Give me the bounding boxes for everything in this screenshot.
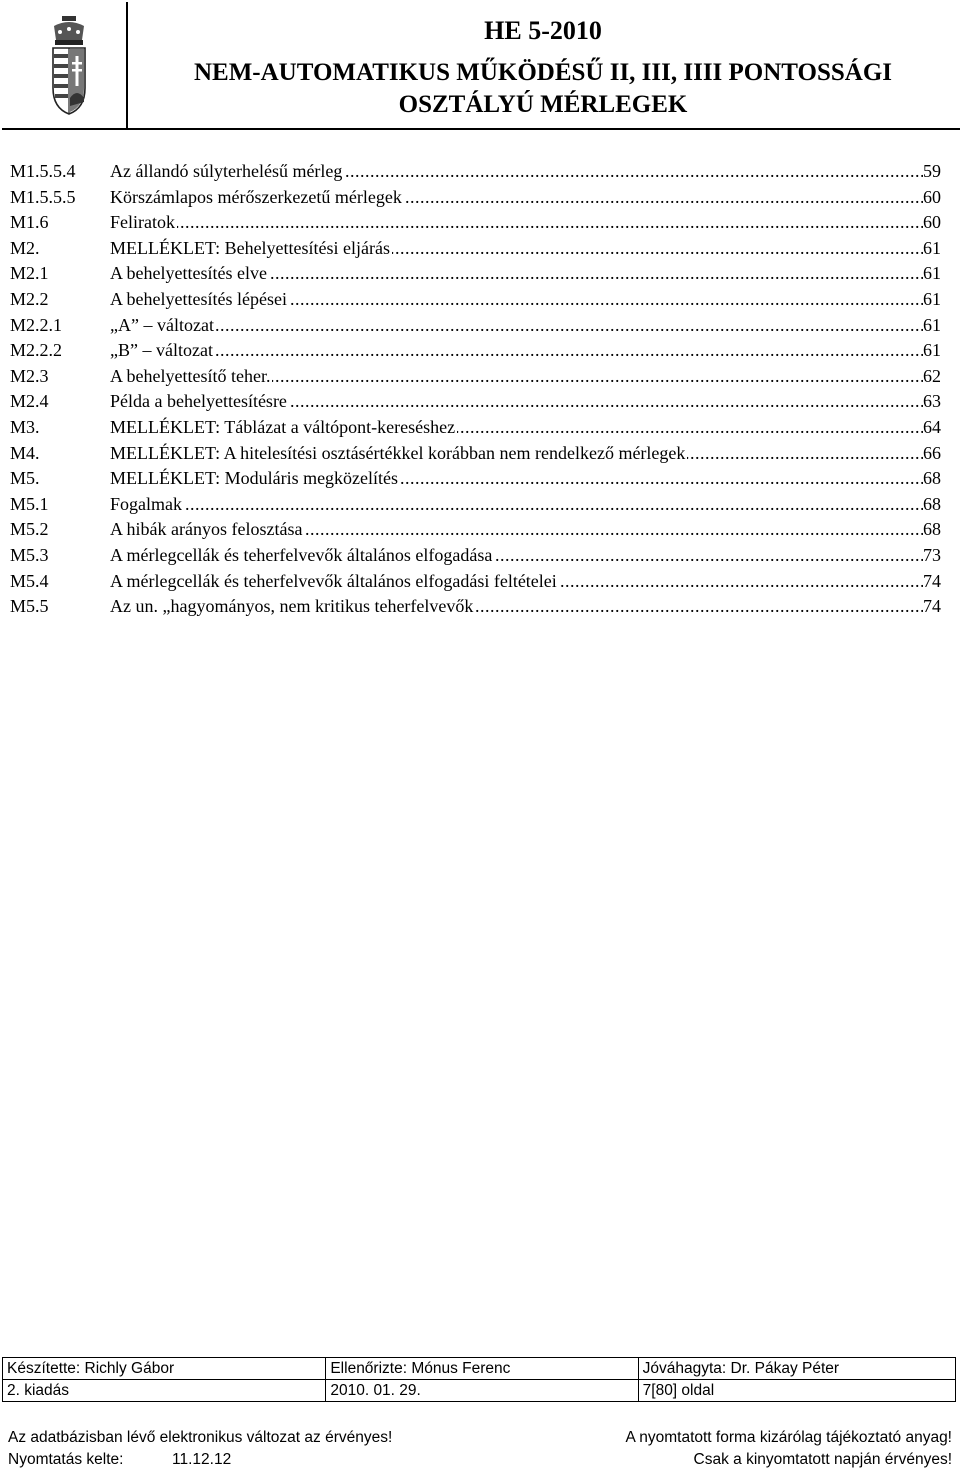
toc-entry-title <box>110 466 923 492</box>
date-cell: 2010. 01. 29. <box>326 1380 638 1402</box>
toc-entry[interactable] <box>10 210 953 236</box>
header-title-box <box>126 2 960 130</box>
toc-entry-title <box>110 210 923 236</box>
footer-validity-note: Csak a kinyomtatott napján érvényes! <box>693 1451 952 1468</box>
page-header <box>0 0 960 135</box>
toc-entry-number: M5.2 <box>10 519 49 540</box>
toc-entry-title <box>110 159 923 185</box>
toc-entry-label: Fogalmak <box>110 493 182 514</box>
toc-entry-page: 73 <box>923 544 941 565</box>
toc-entry[interactable] <box>10 594 953 620</box>
toc-entry-page: 61 <box>923 288 941 309</box>
toc-entry-page: 68 <box>923 493 941 514</box>
toc-entry-page: 74 <box>923 596 941 617</box>
toc-entry-label: Példa a behelyettesítésre <box>110 391 287 412</box>
checked-by-cell: Ellenőrizte: Mónus Ferenc <box>326 1358 638 1380</box>
toc-entry-page: 68 <box>923 468 941 489</box>
toc-entry-title <box>110 364 923 390</box>
toc-entry[interactable] <box>10 517 953 543</box>
toc-entry-number: M5.3 <box>10 544 49 565</box>
toc-entry-page: 60 <box>923 186 941 207</box>
toc-entry[interactable] <box>10 543 953 569</box>
toc-entry-page: 62 <box>923 365 941 386</box>
toc-entry-title <box>110 261 923 287</box>
toc-entry-page: 61 <box>923 340 941 361</box>
footer-note-left: Az adatbázisban lévő elektronikus változat az érvényes! <box>8 1429 393 1446</box>
prepared-by-cell: Készítette: Richly Gábor <box>3 1358 326 1380</box>
toc-entry-label: A hibák arányos felosztása <box>110 519 303 540</box>
toc-entry-label: Az állandó súlyterhelésű mérleg <box>110 161 343 181</box>
toc-entry-title <box>110 287 923 313</box>
table-of-contents <box>10 159 953 620</box>
toc-entry-page: 63 <box>923 391 941 412</box>
toc-entry-page: 64 <box>923 416 941 437</box>
toc-entry[interactable] <box>10 313 953 339</box>
toc-entry-page: 66 <box>923 442 941 463</box>
toc-entry-label: Körszámlapos mérőszerkezetű mérlegek <box>110 186 402 207</box>
print-date-label: Nyomtatás kelte: <box>8 1451 124 1468</box>
toc-entry-label: A behelyettesítés elve <box>110 263 267 284</box>
toc-entry-label: Feliratok <box>110 212 175 233</box>
toc-entry-label: „A” – változat <box>110 314 214 335</box>
toc-entry-page: 61 <box>923 314 941 335</box>
footer-approval-table <box>2 1357 956 1402</box>
toc-entry-title <box>110 236 923 262</box>
toc-entry[interactable] <box>10 492 953 518</box>
toc-entry-number: M5.4 <box>10 570 49 591</box>
toc-entry-label: MELLÉKLET: Moduláris megközelítés <box>110 468 399 489</box>
toc-entry-number: M2.4 <box>10 391 49 412</box>
toc-entry-title <box>110 338 923 364</box>
toc-entry-number: M5. <box>10 468 40 489</box>
toc-entry-title <box>110 517 923 543</box>
toc-entry-number: M2.2.2 <box>10 340 63 361</box>
hungarian-coat-of-arms-icon <box>52 16 86 116</box>
toc-entry-page: 61 <box>923 237 941 258</box>
toc-entry[interactable] <box>10 441 953 467</box>
toc-entry[interactable] <box>10 236 953 262</box>
toc-entry-page: 61 <box>923 263 941 284</box>
toc-entry-number: M2.2.1 <box>10 314 63 335</box>
toc-entry-label: A mérlegcellák és teherfelvevők általános elfogadási feltételei <box>110 570 557 591</box>
toc-entry-title <box>110 389 923 415</box>
toc-entry[interactable] <box>10 364 953 390</box>
toc-entry[interactable] <box>10 261 953 287</box>
toc-entry-title <box>110 185 923 211</box>
toc-entry-number: M2.1 <box>10 263 49 284</box>
document-title-line1: NEM-AUTOMATIKUS MŰKÖDÉSŰ II, III, IIII PONTOSSÁGI <box>193 59 893 86</box>
toc-entry[interactable] <box>10 466 953 492</box>
toc-entry-number: M5.5 <box>10 596 49 617</box>
toc-entry[interactable] <box>10 287 953 313</box>
toc-entry-label: A mérlegcellák és teherfelvevők általános elfogadása <box>110 544 493 565</box>
toc-entry-title <box>110 594 923 620</box>
print-date-value: 11.12.12 <box>172 1451 232 1468</box>
toc-entry-number: M3. <box>10 416 40 437</box>
toc-entry-label: A behelyettesítés lépései <box>110 288 287 309</box>
footer-row-approvals <box>3 1358 956 1380</box>
toc-entry-label: MELLÉKLET: Behelyettesítési eljárás <box>110 237 391 258</box>
toc-entry-number: M1.5.5.5 <box>10 186 76 207</box>
toc-entry-label: MELLÉKLET: A hitelesítési osztásértékkel korábban nem rendelkező mérlegek <box>110 442 686 463</box>
toc-entry-number: M1.5.5.4 <box>10 161 76 181</box>
toc-entry-number: M1.6 <box>10 212 49 233</box>
toc-entry[interactable] <box>10 185 953 211</box>
toc-entry[interactable] <box>10 569 953 595</box>
toc-entry-label: „B” – változat <box>110 340 213 361</box>
toc-entry[interactable] <box>10 389 953 415</box>
toc-entry-page: 74 <box>923 570 941 591</box>
toc-entry-page: 68 <box>923 519 941 540</box>
document-title-line2: OSZTÁLYÚ MÉRLEGEK <box>398 91 688 118</box>
toc-entry-title <box>110 492 923 518</box>
toc-entry-title <box>110 415 923 441</box>
document-code: HE 5-2010 <box>484 16 602 45</box>
toc-entry[interactable] <box>10 415 953 441</box>
toc-entry-page: 59 <box>923 161 941 181</box>
toc-entry-number: M2.3 <box>10 365 49 386</box>
toc-entry-label: Az un. „hagyományos, nem kritikus teherfelvevők <box>110 596 474 617</box>
footer-row-edition <box>3 1380 956 1402</box>
toc-entry-page: 60 <box>923 212 941 233</box>
toc-entry-number: M2.2 <box>10 288 49 309</box>
toc-entry-label: A behelyettesítő teher. <box>110 365 271 386</box>
toc-entry-title <box>110 569 923 595</box>
toc-entry-title <box>110 313 923 339</box>
toc-entry-number: M2. <box>10 237 40 258</box>
toc-entry[interactable] <box>10 338 953 364</box>
edition-cell: 2. kiadás <box>3 1380 326 1402</box>
toc-entry[interactable] <box>10 159 953 185</box>
page-number-cell: 7[80] oldal <box>638 1380 955 1402</box>
toc-entry-label: MELLÉKLET: Táblázat a váltópont-kereséshez <box>110 416 456 437</box>
approved-by-cell: Jóváhagyta: Dr. Pákay Péter <box>638 1358 955 1380</box>
toc-entry-number: M5.1 <box>10 493 49 514</box>
toc-entry-number: M4. <box>10 442 40 463</box>
crest-box <box>2 2 128 130</box>
toc-entry-title <box>110 441 923 467</box>
footer-note-right: A nyomtatott forma kizárólag tájékoztató anyag! <box>625 1429 952 1446</box>
toc-entry-title <box>110 543 923 569</box>
